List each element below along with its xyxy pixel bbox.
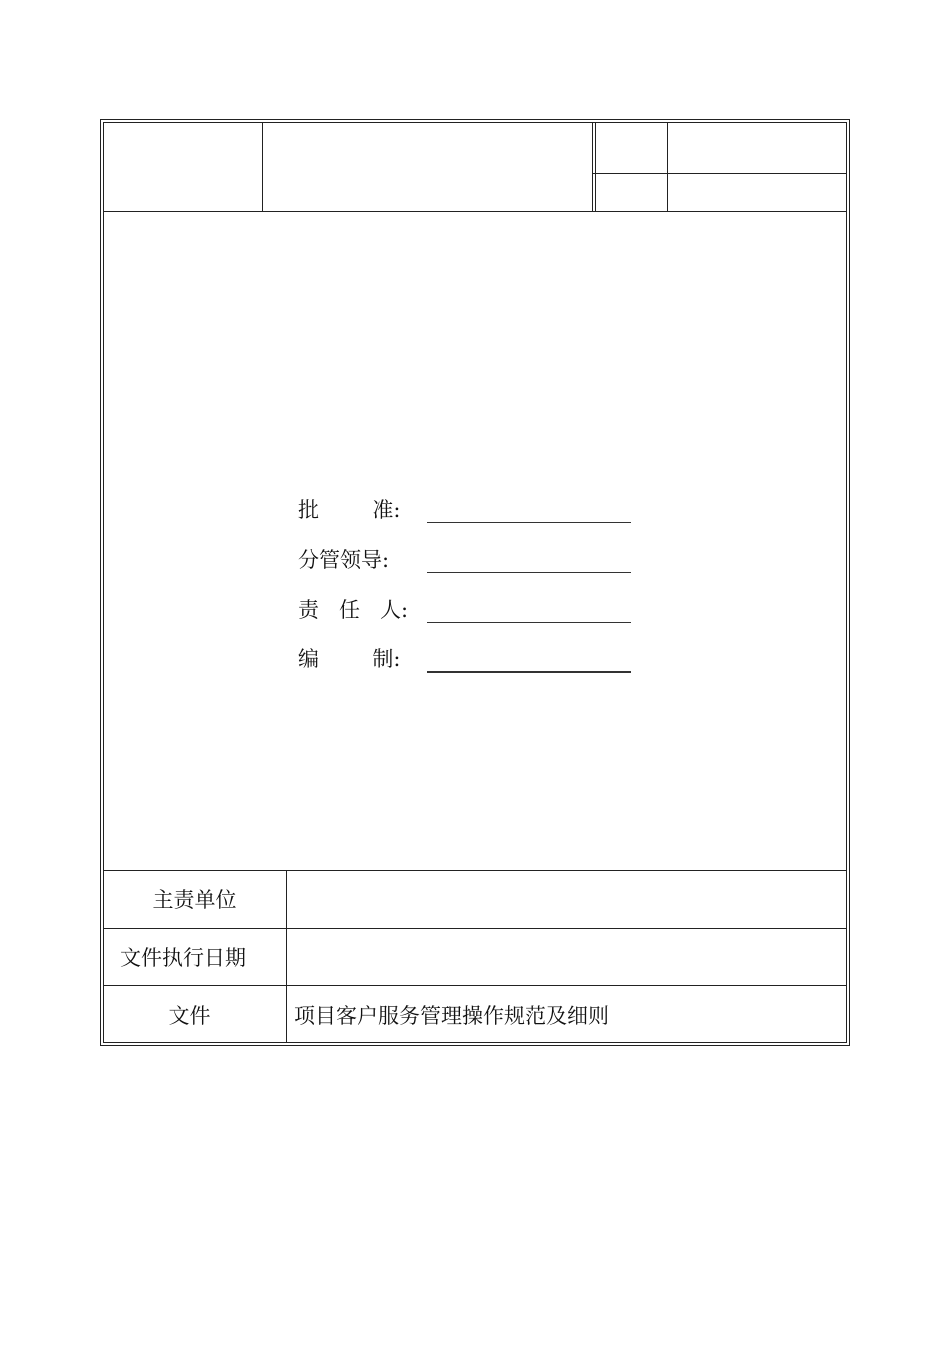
header-divider-1 [262, 122, 263, 211]
leader-label: 分管领导: [298, 548, 390, 572]
responsible-line [427, 622, 631, 623]
header-divider-3 [667, 122, 668, 211]
file-label: 文件 [168, 1004, 211, 1028]
approve-line [427, 522, 631, 523]
date-label: 文件执行日期 [120, 946, 246, 970]
approve-label: 批 准: [298, 498, 401, 522]
signature-leader [298, 546, 638, 586]
responsible-label: 责 任 人: [298, 598, 409, 622]
unit-label: 主责单位 [152, 888, 237, 912]
file-title: 项目客户服务管理操作规范及细则 [294, 1004, 609, 1028]
signature-approve [298, 496, 638, 536]
header-mid-line [592, 173, 847, 174]
signature-responsible [298, 596, 638, 636]
info-row-line-1 [103, 928, 847, 929]
header-divider-2 [592, 122, 593, 211]
header-bottom-line [103, 211, 847, 212]
header-divider-2b [595, 122, 596, 211]
info-column-divider [286, 870, 287, 1043]
signature-compile [298, 645, 638, 685]
compile-label: 编 制: [298, 647, 401, 671]
leader-line [427, 572, 631, 573]
compile-line [427, 671, 631, 673]
info-row-line-2 [103, 985, 847, 986]
info-table-top-line [103, 870, 847, 871]
